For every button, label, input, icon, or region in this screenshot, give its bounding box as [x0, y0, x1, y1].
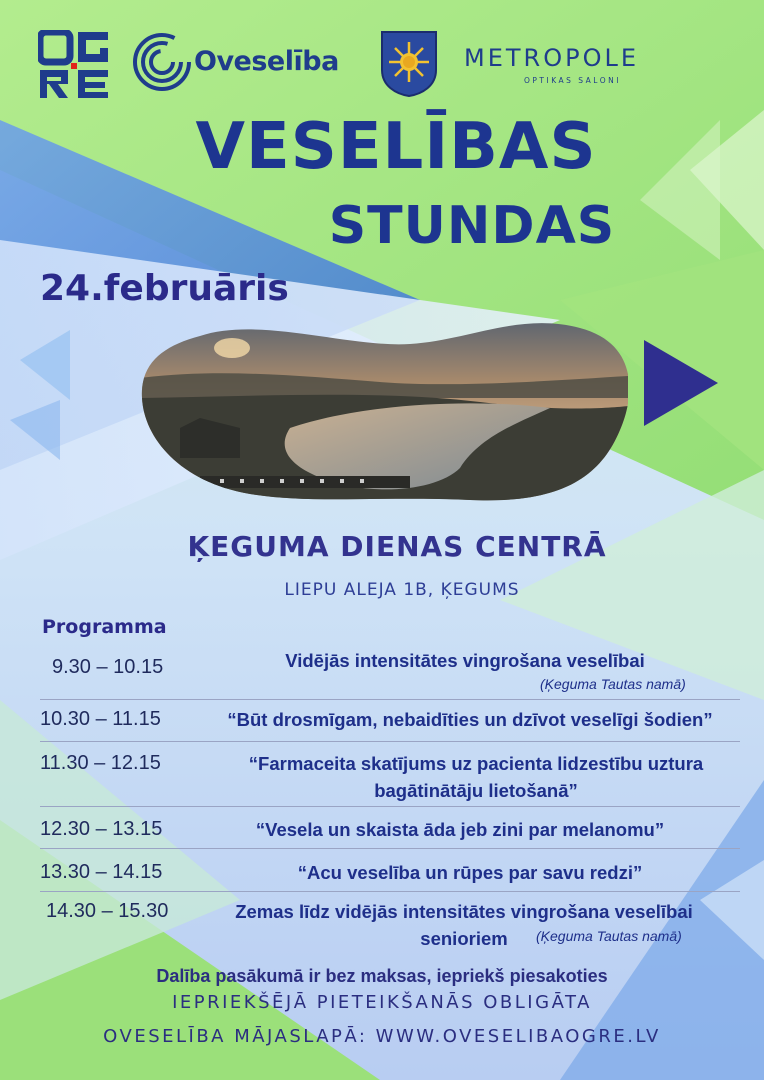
schedule-time: 12.30 – 13.15 [40, 818, 163, 840]
schedule-note: (Ķeguma Tautas namā) [540, 676, 686, 692]
event-date: 24.februāris [40, 268, 289, 309]
schedule-title: “Vesela un skaista āda jeb zini par melanomu” [255, 819, 665, 840]
schedule-time: 9.30 – 10.15 [52, 656, 164, 678]
schedule-time: 13.30 – 14.15 [40, 861, 163, 883]
river-photo [140, 318, 628, 504]
coat-of-arms-icon [380, 30, 438, 98]
schedule-title: “Acu veselība un rūpes par savu redzi” [297, 862, 643, 883]
schedule-title: “Būt drosmīgam, nebaidīties un dzīvot veselīgi šodien” [227, 709, 713, 730]
venue-address: LIEPU ALEJA 1B, ĶEGUMS [284, 580, 520, 600]
row-divider [40, 741, 740, 742]
title-line-2: STUNDAS [328, 196, 616, 256]
play-triangle-icon [644, 340, 718, 426]
schedule-title: Zemas līdz vidējās intensitātes vingrošana veselībai senioriem [235, 901, 693, 949]
program-heading: Programma [42, 616, 167, 638]
venue-name: ĶEGUMA DIENAS CENTRĀ [187, 530, 607, 563]
footer-website: OVESELĪBA MĀJASLAPĀ: WWW.OVESELIBAOGRE.LV [103, 1026, 661, 1047]
footer-free-participation: Dalība pasākumā ir bez maksas, iepriekš piesakoties [156, 966, 608, 986]
schedule-title: “Farmaceita skatījums uz pacienta lidzestību uztura bagātinātāju lietošanā” [248, 753, 704, 801]
metropole-subtitle: OPTIKAS SALONI [524, 76, 621, 85]
row-divider [40, 891, 740, 892]
row-divider [40, 806, 740, 807]
oveseliba-wordmark: Oveselība [194, 46, 339, 77]
footer-registration-required: IEPRIEKŠĒJĀ PIETEIKŠANĀS OBLIGĀTA [172, 992, 592, 1013]
metropole-name: METROPOLE [464, 44, 639, 72]
schedule-time: 11.30 – 12.15 [40, 752, 161, 774]
title-line-1: VESELĪBAS [195, 110, 597, 184]
oveseliba-logo [132, 30, 362, 94]
metropole-logo [464, 44, 684, 88]
schedule-time: 10.30 – 11.15 [40, 708, 161, 730]
schedule-note: (Ķeguma Tautas namā) [536, 928, 682, 944]
schedule-time: 14.30 – 15.30 [46, 900, 169, 922]
schedule-title: Vidējās intensitātes vingrošana veselībai [285, 650, 645, 671]
row-divider [40, 848, 740, 849]
oveseliba-circles-icon [132, 30, 192, 94]
logo-bar [0, 0, 764, 110]
ogre-logo [38, 30, 110, 100]
row-divider [40, 699, 740, 700]
